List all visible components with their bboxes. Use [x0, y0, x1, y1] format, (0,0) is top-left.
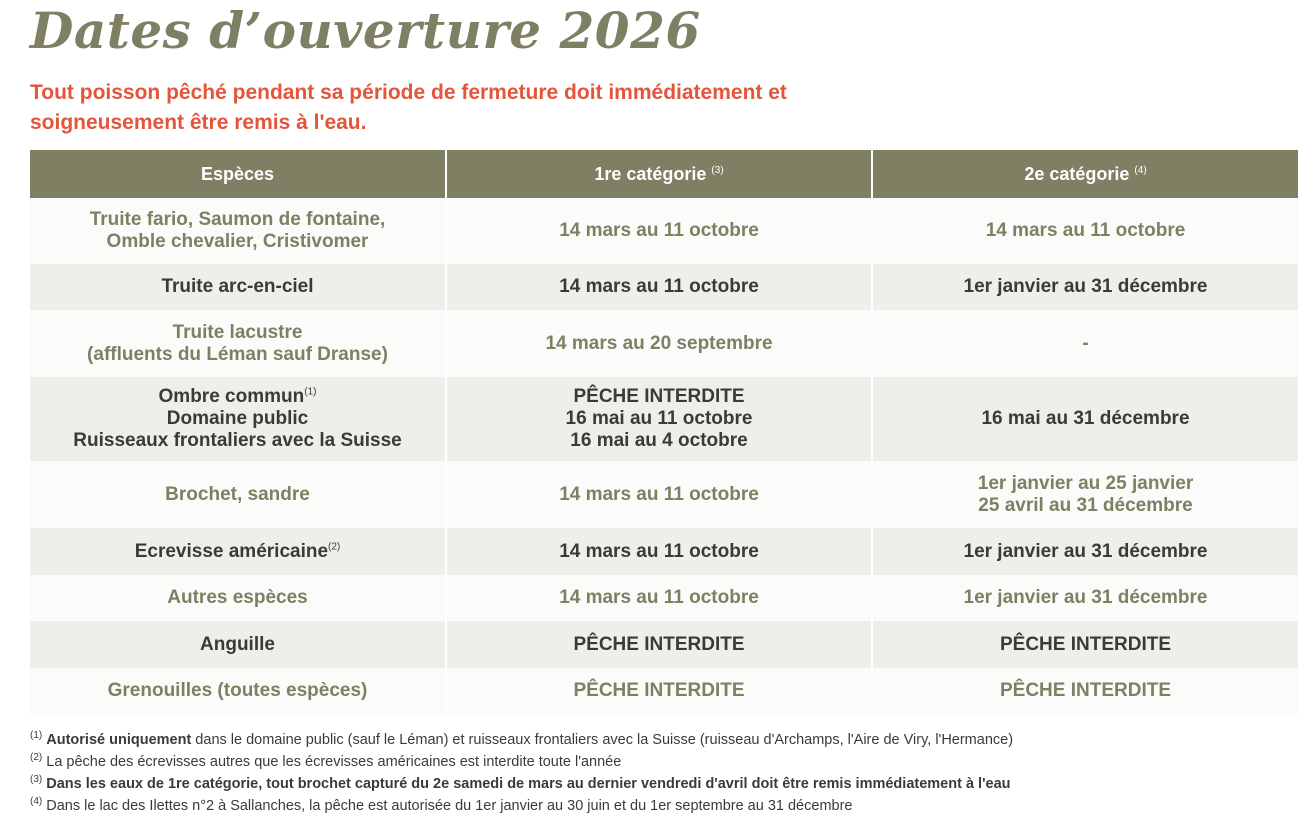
table-row	[30, 377, 1298, 461]
cell-line: Ruisseaux frontaliers avec la Suisse	[73, 430, 402, 451]
cell-line: 1er janvier au 31 décembre	[963, 540, 1208, 562]
cell-line: 1er janvier au 25 janvier	[977, 472, 1194, 494]
species-cell	[30, 668, 446, 714]
species-cell	[30, 528, 446, 575]
category-1-cell	[446, 668, 872, 714]
cell-line: Grenouilles (toutes espèces)	[107, 680, 368, 701]
footnotes	[30, 729, 1290, 817]
species-cell	[30, 264, 446, 310]
category-1-cell	[446, 461, 872, 528]
cell-line: 25 avril au 31 décembre	[978, 494, 1193, 516]
species-cell	[30, 198, 446, 264]
warning-message: Tout poisson pêché pendant sa période de fermeture doit immédiatement et soigneusement être remis à l'eau.	[30, 81, 787, 134]
cell-line: Omble chevalier, Cristivomer	[106, 231, 369, 252]
table-row	[30, 264, 1298, 310]
cell-line: PÊCHE INTERDITE	[573, 386, 745, 407]
footnote-emphasis: Autorisé uniquement	[46, 732, 192, 748]
cell-line: 14 mars au 11 octobre	[559, 540, 759, 562]
category-2-cell	[872, 198, 1298, 264]
cell-line: 1er janvier au 31 décembre	[963, 276, 1208, 297]
cell-line: 14 mars au 20 septembre	[545, 332, 773, 354]
species-cell	[30, 621, 446, 668]
header-category-1: 1re catégorie $^{(3)}$	[446, 150, 872, 198]
page-title: Dates d’ouverture 2026	[30, 1, 701, 60]
footnote-marker: (1)	[30, 730, 43, 742]
cell-line: Domaine public	[166, 408, 309, 429]
footnote-ref: (2)	[328, 541, 341, 553]
species-cell	[30, 461, 446, 528]
footnote-text: Dans le lac des Ilettes n°2 à Sallanches, la pêche est autorisée du 1er janvier au 30 juin et du 1er septembre au 31 décembre	[46, 798, 853, 814]
category-2-cell	[872, 621, 1298, 668]
cell-line: PÊCHE INTERDITE	[999, 633, 1172, 655]
header-category-2: 2e catégorie $^{(4)}$	[872, 150, 1298, 198]
table-header-row	[30, 150, 1298, 198]
cell-line: Truite lacustre	[172, 321, 303, 343]
cell-line: 16 mai au 31 décembre	[981, 408, 1190, 429]
footnote-marker: (2)	[30, 752, 43, 764]
category-1-cell	[446, 621, 872, 668]
category-1-cell	[446, 575, 872, 621]
header-species: Espèces	[30, 150, 446, 198]
category-1-cell	[446, 198, 872, 264]
footnote-3	[30, 773, 1290, 795]
cell-line: Ombre commun$^{(1)}$	[158, 386, 317, 407]
footnote-4	[30, 795, 1290, 817]
category-2-cell	[872, 528, 1298, 575]
cell-line: PÊCHE INTERDITE	[573, 680, 745, 701]
species-cell	[30, 310, 446, 377]
table-row	[30, 621, 1298, 668]
cell-line: 1er janvier au 31 décembre	[963, 587, 1208, 608]
cell-line: 14 mars au 11 octobre	[559, 587, 759, 608]
cell-line: 16 mai au 11 octobre	[565, 408, 753, 429]
category-1-cell	[446, 310, 872, 377]
footnote-2	[30, 751, 1290, 773]
category-2-cell	[872, 377, 1298, 461]
cell-line: Brochet, sandre	[165, 483, 310, 505]
table-row	[30, 198, 1298, 264]
category-1-cell	[446, 377, 872, 461]
footnote-emphasis: Dans les eaux de 1re catégorie, tout brochet capturé du 2e samedi de mars au dernier vendredi d'avril doit être remis immédiatement à l'eau	[46, 776, 1011, 792]
cell-line: Ecrevisse américaine$^{(2)}$	[134, 540, 341, 562]
footnote-1	[30, 729, 1290, 751]
cell-line: Anguille	[200, 633, 275, 655]
table-row	[30, 461, 1298, 528]
cell-line: (affluents du Léman sauf Dranse)	[87, 343, 388, 365]
category-1-cell	[446, 264, 872, 310]
cell-line: 16 mai au 4 octobre	[570, 430, 748, 451]
cell-line: 14 mars au 11 octobre	[559, 276, 759, 297]
cell-line: 14 mars au 11 octobre	[559, 220, 759, 241]
cell-line: 14 mars au 11 octobre	[559, 483, 759, 505]
table-row	[30, 528, 1298, 575]
category-2-cell	[872, 668, 1298, 714]
cell-line: PÊCHE INTERDITE	[573, 633, 745, 655]
cell-line: 14 mars au 11 octobre	[985, 220, 1186, 241]
cell-line: Truite arc-en-ciel	[161, 276, 314, 297]
species-cell	[30, 575, 446, 621]
category-2-cell	[872, 461, 1298, 528]
footnote-marker: (3)	[30, 774, 43, 786]
footnote-ref: (1)	[304, 386, 317, 398]
table-row	[30, 668, 1298, 714]
category-2-cell	[872, 310, 1298, 377]
footnote-marker: (4)	[30, 796, 43, 808]
cell-line: Truite fario, Saumon de fontaine,	[89, 209, 386, 230]
category-1-cell	[446, 528, 872, 575]
footnote-text: dans le domaine public (sauf le Léman) et ruisseaux frontaliers avec la Suisse (ruisseau d'Archamps, l'Aire de Viry, l'Hermance)	[191, 732, 1014, 748]
footnote-text: La pêche des écrevisses autres que les écrevisses américaines est interdite toute l'année	[46, 754, 622, 770]
cell-line: PÊCHE INTERDITE	[999, 680, 1172, 701]
species-cell	[30, 377, 446, 461]
cell-line: -	[1082, 332, 1089, 354]
cell-line: Autres espèces	[167, 587, 308, 608]
table-row	[30, 310, 1298, 377]
category-2-cell	[872, 264, 1298, 310]
category-2-cell	[872, 575, 1298, 621]
table-row	[30, 575, 1298, 621]
opening-dates-table	[30, 150, 1298, 714]
